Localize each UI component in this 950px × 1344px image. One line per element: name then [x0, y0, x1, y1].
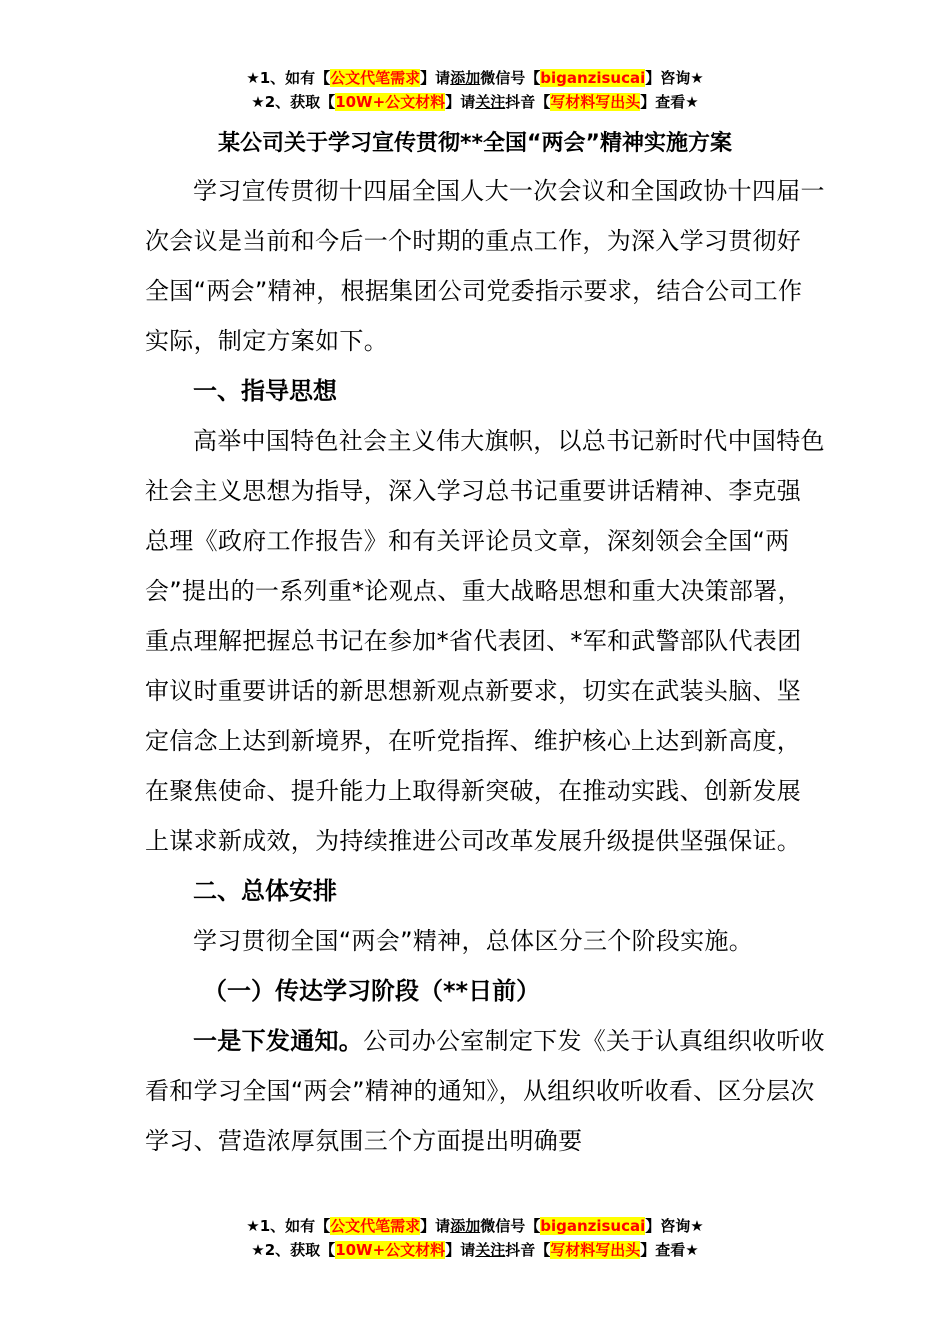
- banner-line-2: ★2、获取【10W+公文材料】请关注抖音【写材料写出头】查看★: [251, 1241, 699, 1259]
- banner-line-1: ★1、如有【公文代笔需求】请添加微信号【biganzisucai】咨询★: [246, 69, 704, 87]
- item-lead: 一是下发通知。: [193, 1027, 364, 1055]
- item-paragraph-notice: [145, 1016, 825, 1166]
- phase-heading-study: （一）传达学习阶段（**日前）: [203, 977, 541, 1005]
- banner-douyin-id: 写材料写出头: [550, 1241, 641, 1259]
- item-body: 公司办公室制定下发《关于认真组织收听收看和学习全国“两会”精神的通知》，从组织收听收看、区分层次学习、营造浓厚氛围三个方面提出明确要: [145, 1027, 825, 1155]
- banner-highlight: 公文代笔需求: [330, 1217, 421, 1235]
- banner-wechat-id: biganzisucai: [540, 1217, 646, 1235]
- banner-line-2: ★2、获取【10W+公文材料】请关注抖音【写材料写出头】查看★: [251, 93, 699, 111]
- section-heading-guiding-thought: 一、指导思想: [193, 377, 337, 405]
- section-heading-overall-arrangement: 二、总体安排: [193, 877, 337, 905]
- document-title: 某公司关于学习宣传贯彻**全国“两会”精神实施方案: [218, 131, 732, 156]
- guiding-thought-paragraph: 高举中国特色社会主义伟大旗帜，以总书记新时代中国特色社会主义思想为指导，深入学习总书记重要讲话精神、李克强总理《政府工作报告》和有关评论员文章，深刻领会全国“两会”提出的一系列重*论观点、重大战略思想和重大决策部署，重点理解把握总书记在参加*省代表团、*军和武警部队代表团审议时重要讲话的新思想新观点新要求，切实在武装头脑、坚定信念上达到新境界，在听党指挥、维护核心上达到新高度，在聚焦使命、提升能力上取得新突破，在推动实践、创新发展上谋求新成效，为持续推进公司改革发展升级提供坚强保证。: [145, 427, 825, 855]
- overall-arrangement-paragraph: 学习贯彻全国“两会”精神，总体区分三个阶段实施。: [193, 927, 754, 955]
- header-banner: [0, 66, 950, 114]
- banner-highlight: 10W+公文材料: [335, 1241, 446, 1259]
- banner-highlight: 公文代笔需求: [330, 69, 421, 87]
- banner-line-1: ★1、如有【公文代笔需求】请添加微信号【biganzisucai】咨询★: [246, 1217, 704, 1235]
- banner-douyin-id: 写材料写出头: [550, 93, 641, 111]
- banner-highlight: 10W+公文材料: [335, 93, 446, 111]
- intro-paragraph: 学习宣传贯彻十四届全国人大一次会议和全国政协十四届一次会议是当前和今后一个时期的重点工作，为深入学习贯彻好全国“两会”精神，根据集团公司党委指示要求，结合公司工作实际，制定方案如下。: [145, 177, 825, 355]
- document-body: [145, 122, 825, 1166]
- banner-wechat-id: biganzisucai: [540, 69, 646, 87]
- footer-banner: [0, 1214, 950, 1262]
